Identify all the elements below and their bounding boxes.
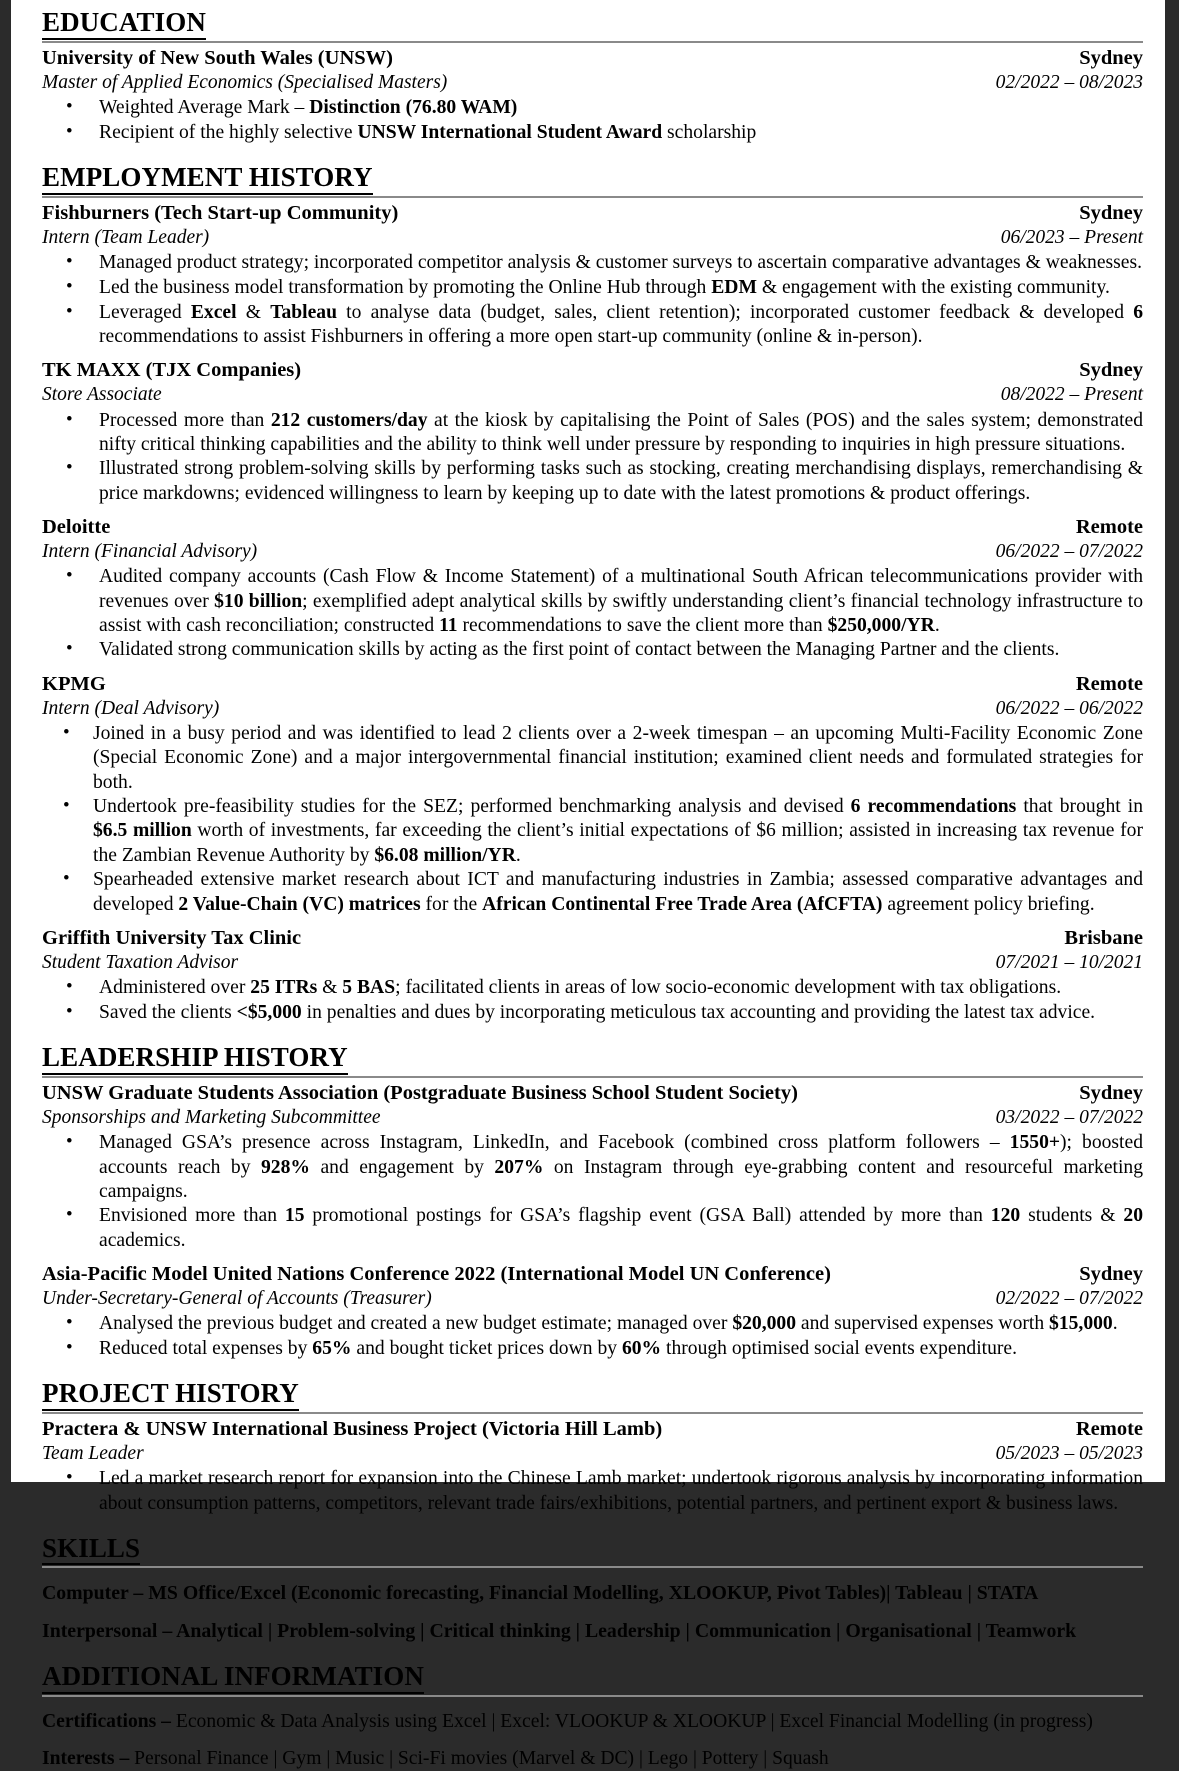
entry-role: Intern (Financial Advisory) [42, 541, 258, 563]
entry-organisation: UNSW Graduate Students Association (Postgraduate Business School Student Society) [42, 1081, 798, 1104]
bullet-item: • Illustrated strong problem-solving skills by performing tasks such as stocking, creating merchandising displays, remerchandising & price markdowns; evidenced willingness to learn by keeping up to date with the latest promotions & product offerings. [42, 457, 1143, 505]
entry-subheader-row [42, 71, 1143, 95]
section-title-skills: SKILLS [42, 1534, 140, 1566]
bullet-item: • Spearheaded extensive market research about ICT and manufacturing industries in Zambia; assessed comparative advantages and developed 2 Value-Chain (VC) matrices for the African Continental Free Trade Area (AfCFTA) agreement policy briefing. [42, 868, 1143, 916]
entry-location: Brisbane [1064, 926, 1143, 949]
entry-role: Sponsorships and Marketing Subcommittee [42, 1107, 381, 1129]
section-additional [42, 1662, 1143, 1771]
entry-header-row [42, 201, 1143, 226]
entry-role: Team Leader [42, 1443, 144, 1465]
entry-bullet-list [42, 1312, 1143, 1361]
entry-dates: 03/2022 – 07/2022 [995, 1107, 1143, 1129]
bullet-item: • Undertook pre-feasibility studies for the SEZ; performed benchmarking analysis and devised 6 recommendations that brought in $6.5 million worth of investments, far exceeding the client’s initial expectations of $6 million; assisted in increasing tax revenue for the Zambian Revenue Authority by $6.08 million/YR. [42, 795, 1143, 868]
entry-subheader-row [42, 1106, 1143, 1130]
entry-role: Under-Secretary-General of Accounts (Treasurer) [42, 1288, 432, 1310]
entry-header-row [42, 672, 1143, 697]
entry-organisation: KPMG [42, 672, 106, 695]
resume-entry [42, 672, 1143, 917]
entry-subheader-row [42, 697, 1143, 721]
entry-dates: 05/2023 – 05/2023 [995, 1443, 1143, 1465]
entry-dates: 06/2022 – 06/2022 [995, 698, 1143, 720]
bullet-item: • Validated strong communication skills by acting as the first point of contact between the Managing Partner and the clients. [42, 638, 1143, 662]
section-title-project: PROJECT HISTORY [42, 1379, 299, 1411]
entry-location: Sydney [1079, 359, 1143, 381]
bullet-item: • Managed GSA’s presence across Instagram, LinkedIn, and Facebook (combined cross platform followers – 1550+); boosted accounts reach by 928% and engagement by 207% on Instagram through eye-grabbing content and resourceful marketing campaigns. [42, 1131, 1143, 1204]
bullet-item: • Processed more than 212 customers/day at the kiosk by capitalising the Point of Sales (POS) and the sales system; demonstrated nifty critical thinking capabilities and the ability to think well under pressure by responding to inquiries in high pressure situations. [42, 409, 1143, 457]
bullet-item: • Recipient of the highly selective UNSW International Student Award scholarship [42, 121, 1143, 145]
entry-organisation: Fishburners (Tech Start-up Community) [42, 201, 399, 224]
entry-bullet-list [42, 722, 1143, 917]
certifications-label: Certifications – [42, 1710, 176, 1732]
entry-role: Student Taxation Advisor [42, 952, 239, 974]
interests-label: Interests – [42, 1748, 135, 1769]
entry-location: Remote [1075, 672, 1143, 695]
entry-dates: 06/2022 – 07/2022 [995, 541, 1143, 563]
entry-subheader-row [42, 383, 1143, 407]
resume-entry [42, 1417, 1143, 1516]
entry-subheader-row [42, 1287, 1143, 1311]
entry-role: Store Associate [42, 384, 162, 406]
entry-bullet-list [42, 1131, 1143, 1252]
entry-role: Intern (Team Leader) [42, 227, 210, 249]
section-title-leadership: LEADERSHIP HISTORY [42, 1043, 348, 1075]
resume-page [11, 0, 1165, 1769]
entry-organisation: Asia-Pacific Model United Nations Conference 2022 (International Model UN Conference) [42, 1262, 831, 1285]
entry-subheader-row [42, 226, 1143, 250]
entry-header-row [42, 926, 1143, 951]
bullet-item: • Leveraged Excel & Tableau to analyse data (budget, sales, client retention); incorporated customer feedback & developed 6 recommendations to assist Fishburners in offering a more open start-up community (online & in-person). [42, 301, 1143, 349]
entry-bullet-list [42, 976, 1143, 1025]
bullet-item: • Joined in a busy period and was identified to lead 2 clients over a 2-week timespan – an upcoming Multi-Facility Economic Zone (Special Economic Zone) and a major intergovernmental financial institution; examined client needs and formulated strategies for both. [42, 722, 1143, 795]
resume-entry [42, 1081, 1143, 1253]
bullet-item: • Audited company accounts (Cash Flow & Income Statement) of a multinational South African telecommunications provider with revenues over $10 billion; exemplified adept analytical skills by swiftly understanding client’s financial technology infrastructure to assist with cash reconciliation; constructed 11 recommendations to save the client more than $250,000/YR. [42, 565, 1143, 638]
section-education [42, 8, 1143, 145]
entry-location: Sydney [1079, 46, 1143, 69]
bullet-item: • Reduced total expenses by 65% and bought ticket prices down by 60% through optimised social events expenditure. [42, 1337, 1143, 1361]
entry-subheader-row [42, 1442, 1143, 1466]
resume-content [42, 8, 1143, 1771]
interpersonal-skills: Interpersonal – Analytical | Problem-solving | Critical thinking | Leadership | Communication | Organisational | Teamwork [42, 1620, 1077, 1643]
entry-subheader-row [42, 951, 1143, 975]
entry-subheader-row [42, 540, 1143, 564]
entry-organisation: Deloitte [42, 515, 111, 538]
entry-location: Sydney [1079, 201, 1143, 224]
entry-bullet-list [42, 96, 1143, 145]
resume-entry [42, 358, 1143, 506]
bullet-item: • Managed product strategy; incorporated competitor analysis & customer surveys to ascertain comparative advantages & weaknesses. [42, 251, 1143, 275]
entry-organisation: TK MAXX (TJX Companies) [42, 359, 302, 381]
resume-entry [42, 46, 1143, 145]
section-project [42, 1379, 1143, 1516]
entry-bullet-list [42, 409, 1143, 506]
computer-skills: Computer – MS Office/Excel (Economic forecasting, Financial Modelling, XLOOKUP, Pivot Tables)| Tableau | STATA [42, 1582, 1039, 1605]
entry-header-row [42, 1081, 1143, 1106]
entry-bullet-list [42, 565, 1143, 662]
entry-dates: 06/2023 – Present [1000, 227, 1143, 249]
section-title-additional: ADDITIONAL INFORMATION [42, 1662, 424, 1694]
section-divider [42, 1566, 1143, 1568]
entry-dates: 02/2022 – 07/2022 [995, 1288, 1143, 1310]
entry-role: Intern (Deal Advisory) [42, 698, 220, 720]
entry-header-row [42, 46, 1143, 71]
bullet-item: • Administered over 25 ITRs & 5 BAS; facilitated clients in areas of low socio-economic development with tax obligations. [42, 976, 1143, 1000]
section-divider [42, 196, 1143, 198]
entry-location: Sydney [1079, 1262, 1143, 1285]
entry-role: Master of Applied Economics (Specialised Masters) [42, 72, 448, 94]
resume-entry [42, 926, 1143, 1025]
section-skills [42, 1534, 1143, 1644]
section-divider [42, 1412, 1143, 1414]
resume-entry [42, 515, 1143, 663]
entry-organisation: Practera & UNSW International Business Project (Victoria Hill Lamb) [42, 1417, 663, 1440]
section-title-employment: EMPLOYMENT HISTORY [42, 163, 373, 195]
section-leadership [42, 1043, 1143, 1361]
entry-dates: 07/2021 – 10/2021 [995, 952, 1143, 974]
entry-organisation: University of New South Wales (UNSW) [42, 46, 393, 69]
section-divider [42, 1695, 1143, 1697]
section-divider [42, 1076, 1143, 1078]
section-divider [42, 41, 1143, 43]
bullet-item: • Analysed the previous budget and created a new budget estimate; managed over $20,000 and supervised expenses worth $15,000. [42, 1312, 1143, 1336]
entry-location: Sydney [1079, 1081, 1143, 1104]
entry-location: Remote [1075, 515, 1143, 538]
entry-header-row [42, 1417, 1143, 1442]
bullet-item: • Led a market research report for expansion into the Chinese Lamb market; undertook rigorous analysis by incorporating information about consumption patterns, competitors, relevant trade fairs/exhibitions, potential partners, and pertinent export & business laws. [42, 1467, 1143, 1515]
bullet-item: • Led the business model transformation by promoting the Online Hub through EDM & engagement with the existing community. [42, 276, 1143, 300]
resume-entry [42, 201, 1143, 349]
interests: Interests – Personal Finance | Gym | Music | Sci-Fi movies (Marvel & DC) | Lego | Pottery | Squash [42, 1748, 829, 1769]
entry-dates: 08/2022 – Present [1000, 384, 1143, 406]
entry-dates: 02/2022 – 08/2023 [995, 72, 1143, 94]
resume-entry [42, 1262, 1143, 1361]
bullet-item: • Saved the clients <$5,000 in penalties and dues by incorporating meticulous tax accounting and providing the latest tax advice. [42, 1001, 1143, 1025]
entry-header-row [42, 1262, 1143, 1287]
section-employment [42, 163, 1143, 1025]
section-title-education: EDUCATION [42, 8, 206, 40]
entry-location: Remote [1075, 1417, 1143, 1440]
entry-bullet-list [42, 251, 1143, 349]
entry-header-row [42, 358, 1143, 383]
bullet-item: • Weighted Average Mark – Distinction (76.80 WAM) [42, 96, 1143, 120]
bullet-item: • Envisioned more than 15 promotional postings for GSA’s flagship event (GSA Ball) attended by more than 120 students & 20 academics. [42, 1204, 1143, 1252]
entry-header-row [42, 515, 1143, 540]
entry-bullet-list [42, 1467, 1143, 1515]
certifications: Certifications – Economic & Data Analysis using Excel | Excel: VLOOKUP & XLOOKUP | Excel Financial Modelling (in progress) [42, 1710, 1093, 1732]
entry-organisation: Griffith University Tax Clinic [42, 926, 302, 949]
